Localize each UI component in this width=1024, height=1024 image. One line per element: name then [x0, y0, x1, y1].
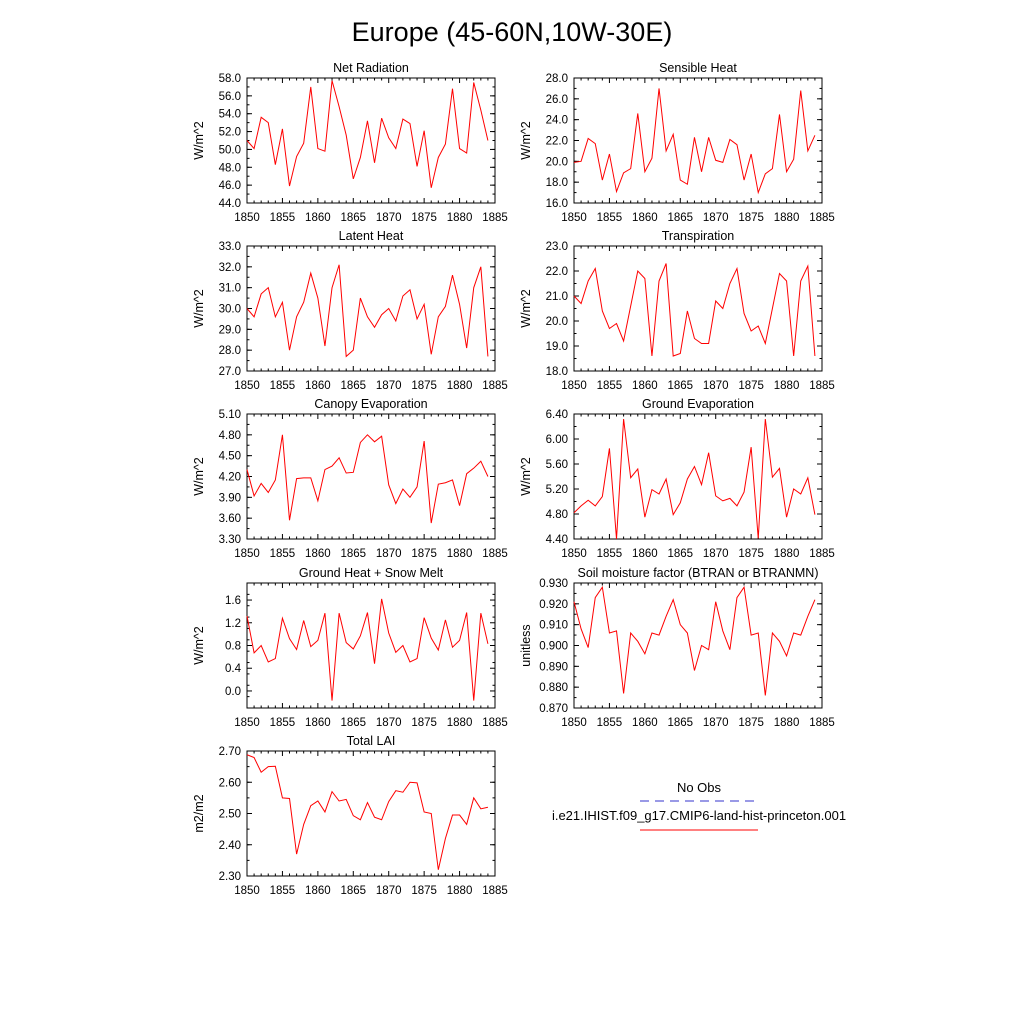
x-tick-label: 1860 — [305, 548, 331, 560]
x-tick-label: 1865 — [340, 212, 367, 224]
y-tick-label: 2.30 — [218, 871, 241, 883]
x-tick-label: 1875 — [738, 380, 764, 392]
x-tick-label: 1885 — [809, 380, 835, 392]
y-tick-label: 28.0 — [545, 73, 568, 85]
y-tick-label: 6.40 — [545, 409, 568, 421]
x-tick-label: 1865 — [340, 548, 367, 560]
panel-title: Soil moisture factor (BTRAN or BTRANMN) — [577, 566, 819, 580]
y-tick-label: 22.0 — [545, 266, 568, 278]
x-tick-label: 1880 — [446, 548, 473, 560]
x-tick-label: 1850 — [561, 212, 587, 224]
y-tick-label: 44.0 — [218, 198, 241, 210]
y-tick-label: 0.930 — [539, 578, 568, 590]
x-tick-label: 1855 — [269, 212, 296, 224]
x-tick-label: 1870 — [702, 548, 729, 560]
x-tick-label: 1850 — [561, 380, 587, 392]
y-tick-label: 2.70 — [218, 746, 241, 758]
y-axis-label: unitless — [519, 624, 533, 667]
x-tick-label: 1860 — [305, 380, 331, 392]
x-tick-label: 1870 — [702, 717, 729, 729]
panel-title: Ground Evaporation — [642, 397, 754, 411]
y-tick-label: 0.900 — [539, 640, 568, 653]
x-tick-label: 1875 — [411, 717, 437, 729]
x-tick-label: 1860 — [305, 717, 331, 729]
x-tick-label: 1855 — [269, 380, 296, 392]
x-tick-label: 1850 — [234, 885, 260, 897]
x-tick-label: 1880 — [773, 212, 800, 224]
x-tick-label: 1855 — [269, 548, 296, 560]
x-tick-label: 1865 — [667, 380, 694, 392]
y-tick-label: 56.0 — [218, 90, 241, 103]
y-tick-label: 4.80 — [545, 509, 568, 521]
x-tick-label: 1850 — [234, 717, 260, 729]
y-tick-label: 1.2 — [225, 617, 241, 630]
y-tick-label: 5.60 — [545, 459, 568, 471]
panel-title: Sensible Heat — [659, 61, 737, 75]
y-tick-label: 6.00 — [545, 434, 568, 446]
x-tick-label: 1880 — [773, 380, 800, 392]
x-tick-label: 1880 — [446, 380, 473, 392]
x-tick-label: 1875 — [738, 717, 764, 729]
panel-title: Ground Heat + Snow Melt — [298, 566, 444, 580]
x-tick-label: 1870 — [702, 212, 729, 224]
x-tick-label: 1875 — [411, 885, 437, 897]
x-tick-label: 1885 — [482, 548, 508, 560]
y-tick-label: 0.4 — [225, 663, 241, 676]
x-tick-label: 1850 — [234, 548, 260, 560]
y-tick-label: 58.0 — [218, 73, 241, 85]
x-tick-label: 1870 — [375, 380, 402, 392]
panel-title: Transpiration — [661, 229, 735, 243]
y-tick-label: 21.0 — [545, 291, 568, 303]
x-tick-label: 1875 — [411, 380, 437, 392]
y-tick-label: 18.0 — [545, 177, 568, 190]
x-tick-label: 1865 — [667, 548, 694, 560]
y-tick-label: 4.50 — [218, 450, 241, 463]
x-tick-label: 1885 — [809, 548, 835, 560]
y-tick-label: 24.0 — [545, 114, 568, 127]
y-tick-label: 31.0 — [218, 282, 241, 295]
y-tick-label: 0.920 — [539, 598, 568, 611]
x-tick-label: 1870 — [375, 885, 402, 897]
y-tick-label: 32.0 — [218, 261, 241, 274]
y-tick-label: 2.50 — [218, 808, 241, 821]
x-tick-label: 1880 — [446, 717, 473, 729]
y-tick-label: 28.0 — [218, 345, 241, 358]
y-tick-label: 0.880 — [539, 682, 568, 695]
x-tick-label: 1855 — [596, 212, 623, 224]
panel-title: Total LAI — [346, 734, 396, 748]
y-tick-label: 19.0 — [545, 341, 568, 353]
x-tick-label: 1870 — [375, 212, 402, 224]
y-tick-label: 4.40 — [545, 534, 568, 546]
y-tick-label: 3.30 — [218, 534, 241, 546]
y-axis-label: W/m^2 — [519, 121, 533, 160]
x-tick-label: 1870 — [375, 717, 402, 729]
x-tick-label: 1875 — [411, 212, 437, 224]
y-tick-label: 0.910 — [539, 619, 568, 632]
legend-label-model-run: i.e21.IHIST.f09_g17.CMIP6-land-hist-princeton.001 — [551, 808, 847, 823]
y-tick-label: 2.60 — [218, 777, 241, 790]
x-tick-label: 1875 — [738, 212, 764, 224]
x-tick-label: 1860 — [632, 548, 658, 560]
y-tick-label: 16.0 — [545, 198, 568, 210]
x-tick-label: 1885 — [482, 212, 508, 224]
x-tick-label: 1870 — [375, 548, 402, 560]
y-tick-label: 0.890 — [539, 661, 568, 674]
y-tick-label: 30.0 — [218, 303, 241, 316]
y-tick-label: 33.0 — [218, 241, 241, 253]
y-tick-label: 20.0 — [545, 316, 568, 328]
panel-title: Net Radiation — [333, 61, 409, 75]
x-tick-label: 1885 — [809, 212, 835, 224]
y-tick-label: 48.0 — [218, 162, 241, 175]
x-tick-label: 1865 — [340, 885, 367, 897]
y-tick-label: 0.8 — [225, 640, 241, 653]
y-axis-label: W/m^2 — [192, 626, 206, 665]
x-tick-label: 1885 — [482, 380, 508, 392]
x-tick-label: 1855 — [596, 380, 623, 392]
x-tick-label: 1885 — [482, 717, 508, 729]
y-tick-label: 4.20 — [218, 471, 241, 484]
x-tick-label: 1860 — [632, 717, 658, 729]
x-tick-label: 1875 — [738, 548, 764, 560]
x-tick-label: 1850 — [234, 212, 260, 224]
y-tick-label: 18.0 — [545, 366, 568, 378]
y-tick-label: 0.870 — [539, 703, 568, 715]
y-tick-label: 27.0 — [218, 366, 241, 378]
figure-title: Europe (45-60N,10W-30E) — [351, 17, 673, 47]
panel-title: Latent Heat — [338, 229, 404, 243]
x-tick-label: 1880 — [446, 885, 473, 897]
x-tick-label: 1850 — [561, 548, 587, 560]
y-tick-label: 52.0 — [218, 126, 241, 139]
x-tick-label: 1860 — [632, 380, 658, 392]
y-tick-label: 22.0 — [545, 135, 568, 148]
x-tick-label: 1860 — [632, 212, 658, 224]
y-axis-label: W/m^2 — [192, 457, 206, 496]
x-tick-label: 1850 — [234, 380, 260, 392]
x-tick-label: 1880 — [773, 548, 800, 560]
y-tick-label: 1.6 — [225, 595, 241, 608]
x-tick-label: 1870 — [702, 380, 729, 392]
legend-label-no-obs: No Obs — [676, 780, 722, 795]
x-tick-label: 1855 — [596, 548, 623, 560]
y-axis-label: W/m^2 — [519, 289, 533, 328]
y-tick-label: 4.80 — [218, 429, 241, 442]
x-tick-label: 1885 — [482, 885, 508, 897]
y-axis-label: W/m^2 — [192, 121, 206, 160]
y-tick-label: 20.0 — [545, 156, 568, 169]
x-tick-label: 1865 — [340, 380, 367, 392]
y-tick-label: 54.0 — [218, 108, 241, 121]
x-tick-label: 1885 — [809, 717, 835, 729]
y-axis-label: W/m^2 — [519, 457, 533, 496]
x-tick-label: 1875 — [411, 548, 437, 560]
x-tick-label: 1855 — [269, 885, 296, 897]
y-tick-label: 3.60 — [218, 513, 241, 526]
x-tick-label: 1880 — [446, 212, 473, 224]
y-tick-label: 26.0 — [545, 93, 568, 106]
y-tick-label: 29.0 — [218, 324, 241, 337]
y-tick-label: 2.40 — [218, 839, 241, 852]
x-tick-label: 1855 — [269, 717, 296, 729]
x-tick-label: 1850 — [561, 717, 587, 729]
y-tick-label: 46.0 — [218, 180, 241, 193]
panel-title: Canopy Evaporation — [314, 397, 428, 411]
y-tick-label: 23.0 — [545, 241, 568, 253]
x-tick-label: 1880 — [773, 717, 800, 729]
y-tick-label: 50.0 — [218, 144, 241, 157]
x-tick-label: 1865 — [667, 212, 694, 224]
y-tick-label: 5.10 — [218, 409, 241, 421]
x-tick-label: 1855 — [596, 717, 623, 729]
y-tick-label: 0.0 — [225, 685, 241, 698]
y-axis-label: W/m^2 — [192, 289, 206, 328]
x-tick-label: 1860 — [305, 212, 331, 224]
x-tick-label: 1865 — [340, 717, 367, 729]
y-tick-label: 5.20 — [545, 484, 568, 496]
x-tick-label: 1860 — [305, 885, 331, 897]
x-tick-label: 1865 — [667, 717, 694, 729]
y-tick-label: 3.90 — [218, 492, 241, 505]
y-axis-label: m2/m2 — [192, 794, 206, 833]
